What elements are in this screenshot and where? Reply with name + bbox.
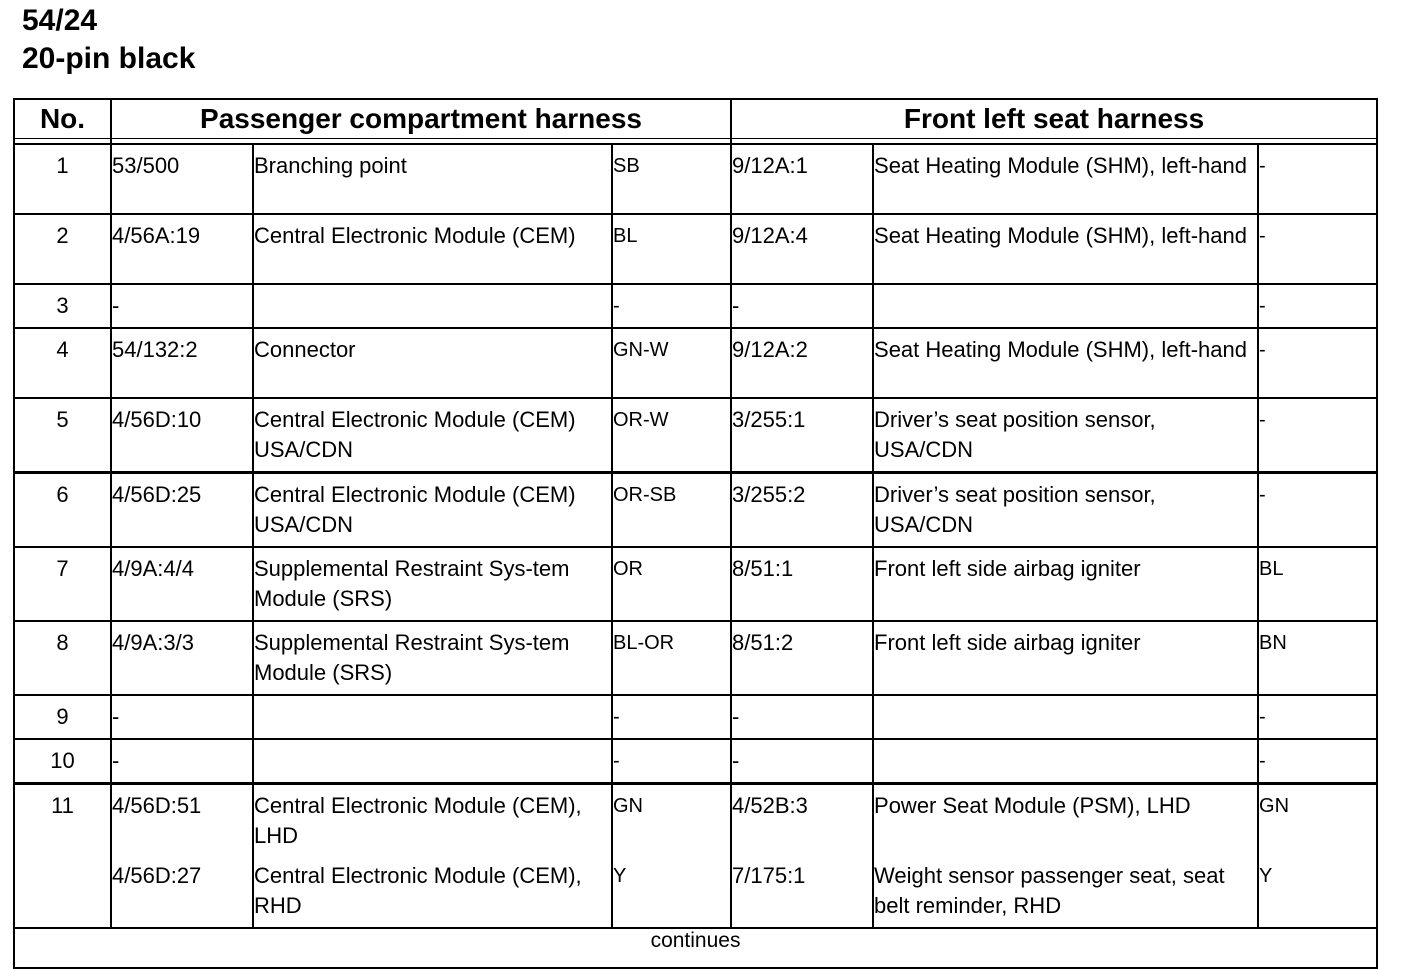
pinout-body <box>14 144 1377 928</box>
right-connector-value: 7/175:1 <box>732 863 806 888</box>
left-connector <box>111 739 253 784</box>
right-description <box>873 144 1258 214</box>
right-connector-value: 3/255:2 <box>732 482 806 507</box>
right-description-value: Front left side airbag igniter <box>874 556 1141 581</box>
left-description-value: Central Electronic Module (CEM), LHD <box>254 793 582 848</box>
left-wire-color-value: - <box>613 295 620 317</box>
right-wire-color-value: - <box>1259 225 1266 247</box>
pin-number <box>14 144 111 214</box>
pin-number <box>14 328 111 398</box>
pin-number <box>14 695 111 739</box>
right-connector <box>731 784 873 929</box>
left-description <box>253 328 612 398</box>
left-wire-color-value: BL-OR <box>613 632 675 654</box>
right-connector-value: 9/12A:1 <box>732 153 808 178</box>
left-description-value: Connector <box>254 337 356 362</box>
pin-row <box>14 144 1377 214</box>
right-wire-color <box>1258 784 1377 929</box>
right-description <box>873 328 1258 398</box>
left-connector-value: - <box>112 704 120 729</box>
left-description <box>253 398 612 473</box>
left-connector-value: 4/9A:3/3 <box>112 630 194 655</box>
right-description-value: Power Seat Module (PSM), LHD <box>874 793 1191 818</box>
right-connector-value: 4/52B:3 <box>732 793 808 818</box>
right-wire-color-value: - <box>1259 484 1266 506</box>
right-wire-color <box>1258 695 1377 739</box>
left-connector <box>111 621 253 695</box>
right-wire-color <box>1258 547 1377 621</box>
left-connector-value: 4/9A:4/4 <box>112 556 194 581</box>
right-connector <box>731 547 873 621</box>
pin-number-value: 9 <box>56 704 69 729</box>
left-connector-value: 53/500 <box>112 153 180 178</box>
left-description-value: Central Electronic Module (CEM) USA/CDN <box>254 482 576 537</box>
left-wire-color-value: SB <box>613 155 640 177</box>
pin-number-value: 5 <box>56 407 69 432</box>
right-description-value: Seat Heating Module (SHM), left-hand <box>874 223 1247 248</box>
left-description <box>253 284 612 328</box>
right-wire-color <box>1258 621 1377 695</box>
right-wire-color <box>1258 739 1377 784</box>
right-connector-value: 8/51:2 <box>732 630 794 655</box>
left-wire-color <box>612 739 731 784</box>
left-description <box>253 547 612 621</box>
left-wire-color <box>612 144 731 214</box>
connector-code: 54/24 <box>22 4 98 37</box>
header-right-harness: Front left seat harness <box>731 99 1377 139</box>
pin-row <box>14 739 1377 784</box>
right-connector <box>731 214 873 284</box>
right-wire-color-value: Y <box>1259 865 1273 887</box>
pin-number <box>14 547 111 621</box>
right-connector <box>731 621 873 695</box>
right-wire-color-value: - <box>1259 155 1266 177</box>
left-description <box>253 473 612 548</box>
pin-row <box>14 621 1377 695</box>
pin-number-value: 2 <box>56 223 69 248</box>
left-connector <box>111 328 253 398</box>
left-wire-color <box>612 214 731 284</box>
left-wire-color-value: GN-W <box>613 339 669 361</box>
header-left-harness: Passenger compartment harness <box>111 99 731 139</box>
left-description-value: Supplemental Restraint Sys-tem Module (SRS) <box>254 556 570 611</box>
right-connector-value: 9/12A:4 <box>732 223 808 248</box>
left-wire-color <box>612 284 731 328</box>
pin-row <box>14 214 1377 284</box>
right-wire-color-value: - <box>1259 706 1266 728</box>
right-description <box>873 695 1258 739</box>
left-wire-color-value: Y <box>613 865 627 887</box>
right-connector-value: - <box>732 293 740 318</box>
connector-subtitle: 20-pin black <box>22 42 196 75</box>
pinout-table <box>13 98 1378 969</box>
right-wire-color-value: - <box>1259 295 1266 317</box>
left-connector-value: 4/56D:27 <box>112 863 202 888</box>
left-wire-color-value: OR-SB <box>613 484 677 506</box>
right-description <box>873 214 1258 284</box>
left-description-value: Central Electronic Module (CEM), RHD <box>254 863 582 918</box>
right-description <box>873 547 1258 621</box>
left-connector-value: 4/56D:51 <box>112 793 202 818</box>
left-wire-color-value: OR <box>613 558 643 580</box>
left-wire-color <box>612 621 731 695</box>
right-wire-color <box>1258 473 1377 548</box>
right-wire-color-value: - <box>1259 409 1266 431</box>
right-connector <box>731 695 873 739</box>
left-wire-color <box>612 784 731 929</box>
left-connector <box>111 284 253 328</box>
left-wire-color-value: BL <box>613 225 638 247</box>
right-description <box>873 284 1258 328</box>
right-connector-value: 3/255:1 <box>732 407 806 432</box>
left-connector-value: 4/56A:19 <box>112 223 201 248</box>
left-connector-value: - <box>112 293 120 318</box>
left-connector <box>111 784 253 929</box>
left-connector <box>111 398 253 473</box>
right-description <box>873 739 1258 784</box>
right-connector <box>731 473 873 548</box>
right-wire-color <box>1258 144 1377 214</box>
right-wire-color-value: - <box>1259 339 1266 361</box>
pin-number-value: 3 <box>56 293 69 318</box>
right-connector <box>731 284 873 328</box>
left-connector <box>111 695 253 739</box>
right-connector-value: - <box>732 704 740 729</box>
left-connector <box>111 547 253 621</box>
pin-number <box>14 214 111 284</box>
pin-number <box>14 739 111 784</box>
pin-number <box>14 621 111 695</box>
footer-row <box>14 928 1377 968</box>
right-description-value: Driver’s seat position sensor, USA/CDN <box>874 482 1156 537</box>
right-wire-color-value: BN <box>1259 632 1287 654</box>
pin-row <box>14 473 1377 548</box>
left-description-value: Central Electronic Module (CEM) USA/CDN <box>254 407 576 462</box>
header-row <box>14 99 1377 139</box>
pin-row <box>14 284 1377 328</box>
left-description <box>253 784 612 929</box>
left-wire-color <box>612 473 731 548</box>
left-wire-color <box>612 547 731 621</box>
left-connector <box>111 473 253 548</box>
pin-number-value: 7 <box>56 556 69 581</box>
right-wire-color-value: BL <box>1259 558 1284 580</box>
right-connector-value: 9/12A:2 <box>732 337 808 362</box>
left-description-value: Central Electronic Module (CEM) <box>254 223 576 248</box>
right-description <box>873 473 1258 548</box>
right-connector <box>731 739 873 784</box>
right-description-value: Front left side airbag igniter <box>874 630 1141 655</box>
left-description <box>253 739 612 784</box>
pin-row <box>14 695 1377 739</box>
left-wire-color <box>612 398 731 473</box>
left-wire-color <box>612 695 731 739</box>
pin-number-value: 4 <box>56 337 69 362</box>
right-description <box>873 784 1258 929</box>
left-connector <box>111 144 253 214</box>
right-description-value: Seat Heating Module (SHM), left-hand <box>874 337 1247 362</box>
left-wire-color <box>612 328 731 398</box>
left-wire-color-value: GN <box>613 795 643 817</box>
left-description-value: Branching point <box>254 153 407 178</box>
pin-row <box>14 784 1377 929</box>
continues-note: continues <box>14 928 1377 968</box>
right-connector <box>731 328 873 398</box>
right-description-value: Driver’s seat position sensor, USA/CDN <box>874 407 1156 462</box>
right-description-value: Seat Heating Module (SHM), left-hand <box>874 153 1247 178</box>
left-connector <box>111 214 253 284</box>
right-connector-value: 8/51:1 <box>732 556 794 581</box>
pin-row <box>14 398 1377 473</box>
pin-row <box>14 547 1377 621</box>
left-connector-value: 4/56D:25 <box>112 482 202 507</box>
left-description <box>253 695 612 739</box>
pin-number <box>14 784 111 929</box>
right-description <box>873 398 1258 473</box>
pin-number-value: 11 <box>51 793 74 818</box>
left-wire-color-value: OR-W <box>613 409 669 431</box>
right-connector <box>731 398 873 473</box>
right-connector <box>731 144 873 214</box>
header-no: No. <box>14 99 111 139</box>
left-description-value: Supplemental Restraint Sys-tem Module (SRS) <box>254 630 570 685</box>
pin-number <box>14 284 111 328</box>
right-connector-value: - <box>732 748 740 773</box>
right-description-value: Weight sensor passenger seat, seat belt reminder, RHD <box>874 863 1225 918</box>
pin-number <box>14 473 111 548</box>
right-wire-color-value: GN <box>1259 795 1290 817</box>
pin-number <box>14 398 111 473</box>
pin-number-value: 8 <box>56 630 69 655</box>
left-wire-color-value: - <box>613 750 620 772</box>
right-wire-color <box>1258 214 1377 284</box>
right-wire-color-value: - <box>1259 750 1266 772</box>
pin-row <box>14 328 1377 398</box>
left-description <box>253 144 612 214</box>
left-description <box>253 621 612 695</box>
right-wire-color <box>1258 284 1377 328</box>
pin-number-value: 1 <box>56 153 69 178</box>
right-description <box>873 621 1258 695</box>
left-connector-value: 54/132:2 <box>112 337 198 362</box>
pin-number-value: 6 <box>56 482 69 507</box>
left-wire-color-value: - <box>613 706 620 728</box>
left-connector-value: - <box>112 748 120 773</box>
left-description <box>253 214 612 284</box>
left-connector-value: 4/56D:10 <box>112 407 202 432</box>
right-wire-color <box>1258 398 1377 473</box>
right-wire-color <box>1258 328 1377 398</box>
pin-number-value: 10 <box>50 748 75 773</box>
